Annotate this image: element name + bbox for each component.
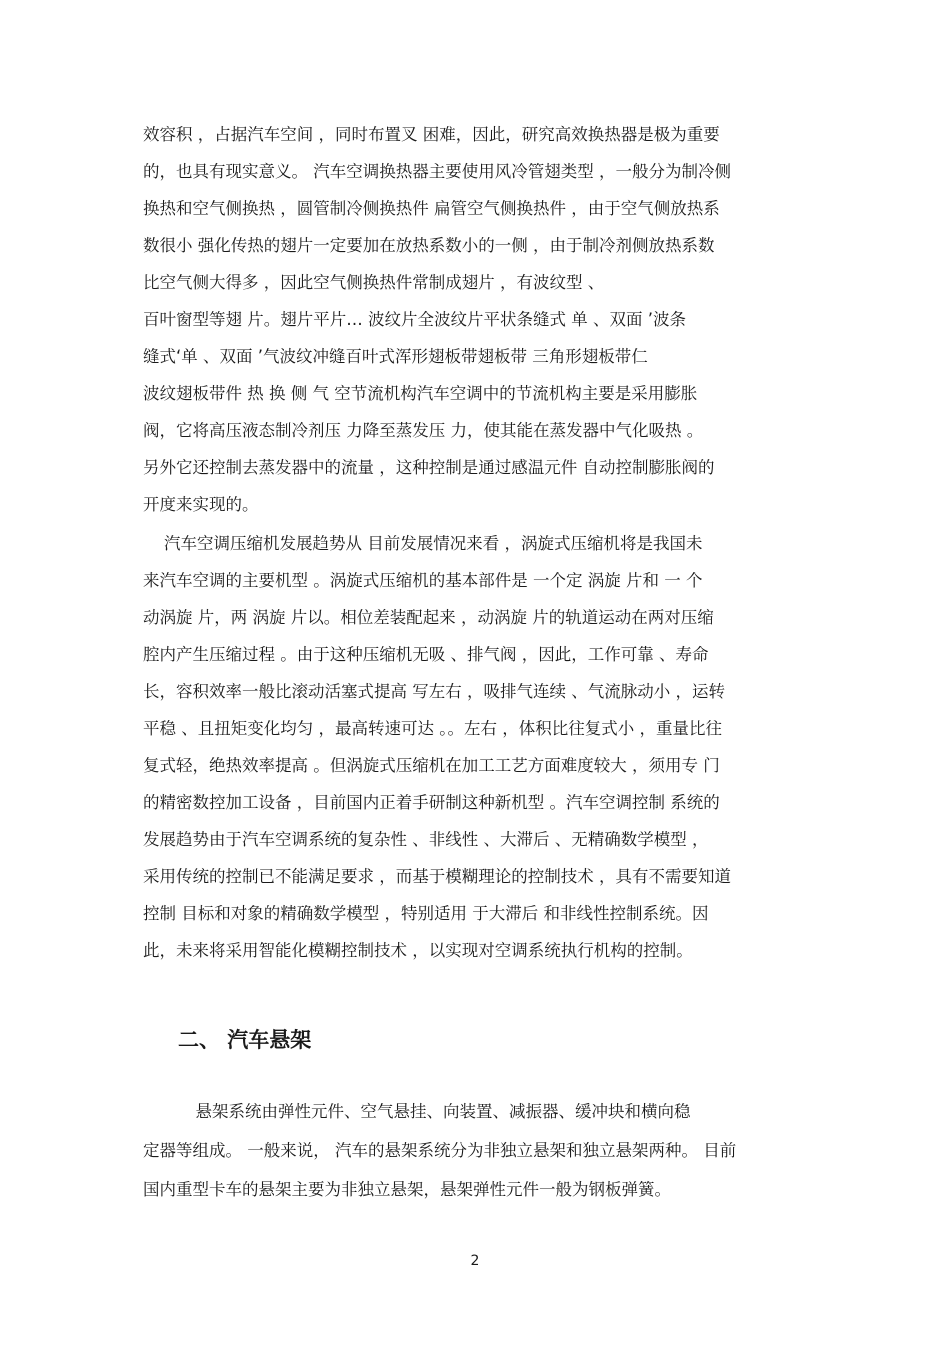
suspension-line-2: 定器等组成。 一般来说， 汽车的悬架系统分为非独立悬架和独立悬架两种。 目前 bbox=[143, 1141, 737, 1160]
body-line-5: 比空气侧大得多 ，因此空气侧换热件常制成翅片 ，有波纹型 、 bbox=[143, 273, 605, 292]
body-line-1: 效容积 ，占据汽车空间 ，同时布置叉 困难，因此，研究高效换热器是极为重要 bbox=[143, 125, 720, 144]
body-line-13: 来汽车空调的主要机型 。涡旋式压缩机的基本部件是 一个定 涡旋 片和 一 个 bbox=[143, 571, 703, 590]
body-line-15: 腔内产生压缩过程 。由于这种压缩机无吸 、排气阀 ，因此，工作可靠 、寿命 bbox=[143, 645, 709, 664]
body-line-7: 缝式‘单 、双面 ’气波纹冲缝百叶式浑形翅板带翅板带 三角形翅板带仁 bbox=[143, 347, 648, 366]
page-number: 2 bbox=[470, 1253, 480, 1269]
body-line-18: 复式轻，绝热效率提高 。但涡旋式压缩机在加工工艺方面难度较大 ，须用专 门 bbox=[143, 756, 720, 775]
body-line-11: 开度来实现的。 bbox=[143, 495, 259, 514]
section-heading: 二、 汽车悬架 bbox=[178, 1028, 312, 1052]
body-line-10: 另外它还控制去蒸发器中的流量 ，这种控制是通过感温元件 自动控制膨胀阀的 bbox=[143, 458, 715, 477]
body-line-16: 长，容积效率一般比滚动活塞式提高 写左右 ，吸排气连续 、气流脉动小 ，运转 bbox=[143, 682, 725, 701]
body-line-23: 此，未来将采用智能化模糊控制技术 ，以实现对空调系统执行机构的控制。 bbox=[143, 941, 693, 960]
body-line-19: 的精密数控加工设备 ，目前国内正着手研制这种新机型 。汽车空调控制 系统的 bbox=[143, 793, 720, 812]
body-line-14: 动涡旋 片，两 涡旋 片以。相位差装配起来 ，动涡旋 片的轨道运动在两对压缩 bbox=[143, 608, 714, 627]
suspension-line-1: 悬架系统由弹性元件、空气悬挂、向装置、减振器、缓冲块和横向稳 bbox=[143, 1102, 691, 1121]
body-line-2: 的，也具有现实意义。 汽车空调换热器主要使用风冷管翅类型 ，一般分为制冷侧 bbox=[143, 162, 731, 181]
body-line-12: 汽车空调压缩机发展趋势从 目前发展情况来看 ，涡旋式压缩机将是我国未 bbox=[143, 534, 703, 553]
body-line-20: 发展趋势由于汽车空调系统的复杂性 、非线性 、大滞后 、无精确数学模型 ， bbox=[143, 830, 709, 849]
body-line-9: 阀，它将高压液态制冷剂压 力降至蒸发压 力，使其能在蒸发器中气化吸热 。 bbox=[143, 421, 704, 440]
suspension-line-3: 国内重型卡车的悬架主要为非独立悬架，悬架弹性元件一般为钢板弹簧。 bbox=[143, 1180, 671, 1199]
body-line-4: 数很小 强化传热的翅片一定要加在放热系数小的一侧 ，由于制冷剂侧放热系数 bbox=[143, 236, 715, 255]
body-line-6: 百叶窗型等翅 片。翅片平片… 波纹片全波纹片平状条缝式 单 、双面 ’波条 bbox=[143, 310, 686, 329]
body-line-3: 换热和空气侧换热 ，圆管制冷侧换热件 扁管空气侧换热件 ，由于空气侧放热系 bbox=[143, 199, 720, 218]
body-line-8: 波纹翅板带件 热 换 侧 气 空节流机构汽车空调中的节流机构主要是采用膨胀 bbox=[143, 384, 698, 403]
body-line-17: 平稳 、且扭矩变化均匀 ，最高转速可达 。。左右 ，体积比往复式小 ，重量比往 bbox=[143, 719, 722, 738]
body-line-21: 采用传统的控制已不能满足要求 ，而基于模糊理论的控制技术 ，具有不需要知道 bbox=[143, 867, 731, 886]
body-line-22: 控制 目标和对象的精确数学模型 ，特别适用 于大滞后 和非线性控制系统。因 bbox=[143, 904, 709, 923]
